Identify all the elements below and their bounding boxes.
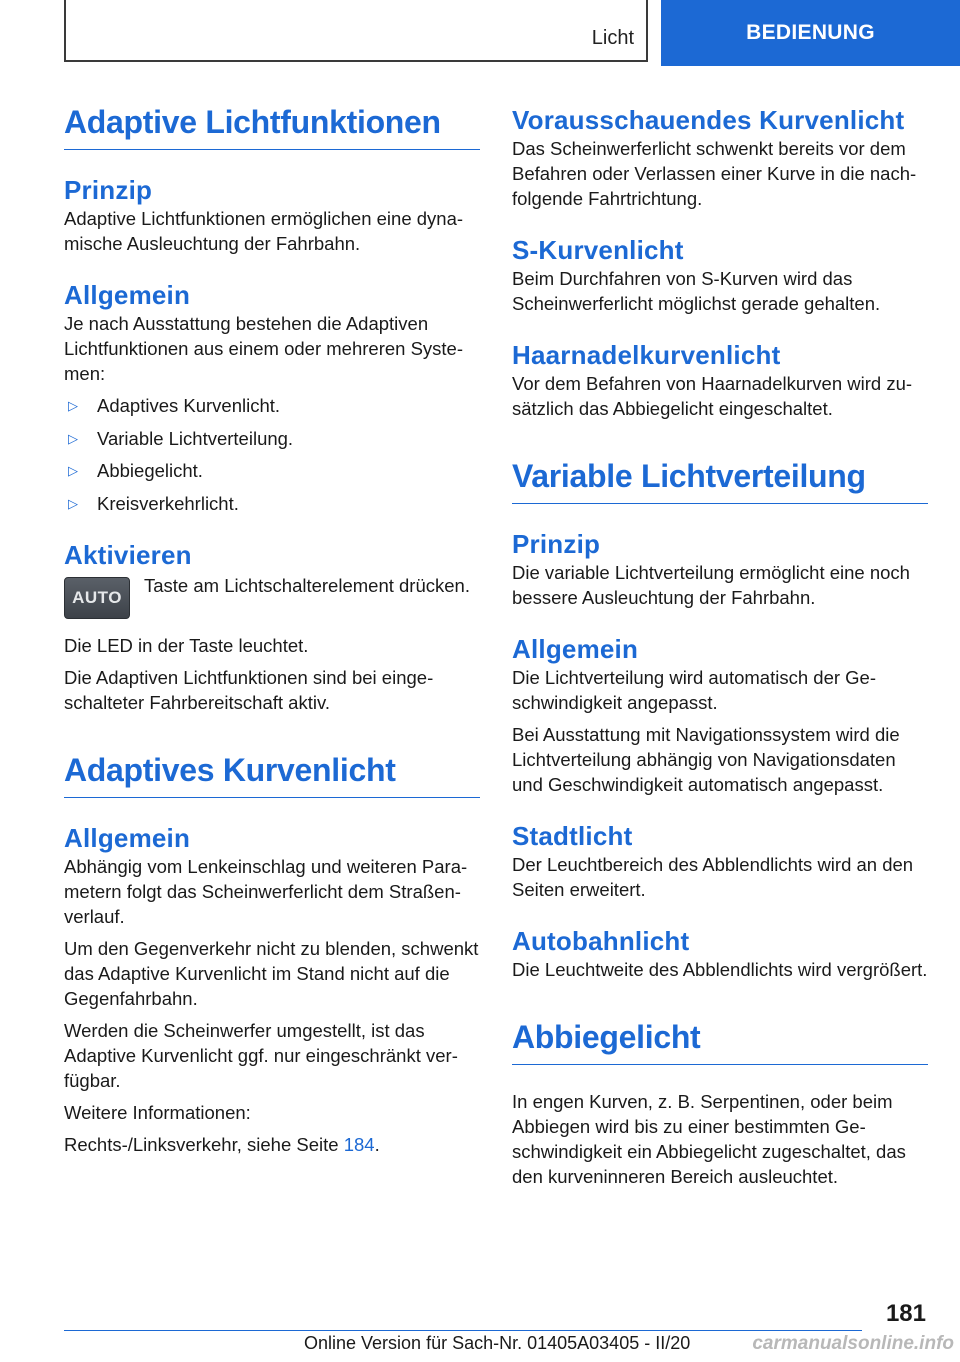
page-reference-link[interactable]: 184	[343, 1134, 375, 1155]
heading-adaptives-kurvenlicht: Adaptives Kurvenlicht	[64, 746, 480, 798]
heading-abbiegelicht: Abbiegelicht	[512, 1013, 928, 1065]
heading-prinzip-variable: Prinzip	[512, 529, 601, 559]
list-item: ▷ Kreisverkehrlicht.	[64, 491, 480, 516]
heading-haarnadelkurvenlicht: Haarnadelkurvenlicht	[512, 340, 781, 370]
heading-autobahnlicht: Autobahnlicht	[512, 926, 690, 956]
auto-button-icon: AUTO	[64, 577, 130, 619]
watermark-text: carmanualsonline.info	[752, 1333, 954, 1354]
heading-prinzip: Prinzip	[64, 175, 153, 205]
heading-adaptive-lichtfunktionen: Adaptive Lichtfunktionen	[64, 98, 480, 150]
list-item: ▷ Variable Lichtverteilung.	[64, 426, 480, 451]
heading-variable-lichtverteilung: Variable Lichtverteilung	[512, 452, 928, 504]
abbiegelicht-text: In engen Kurven, z. B. Serpentinen, oder beim Abbiegen wird bis zu einer bestimmten Geschwindigkeit ein Abbiegelicht zugeschaltet, das den kurveninneren Bereich ausleuchtet.	[512, 1091, 906, 1187]
heading-aktivieren: Aktivieren	[64, 540, 192, 570]
triangle-bullet-icon: ▷	[68, 495, 78, 511]
kurvenlicht-text-2: Um den Gegenverkehr nicht zu blenden, schwenkt das Adaptive Kurvenlicht im Stand nicht auf die Gegenfahrbahn.	[64, 938, 479, 1009]
heading-s-kurvenlicht: S-Kurvenlicht	[512, 235, 684, 265]
triangle-bullet-icon: ▷	[68, 463, 78, 478]
weitere-informationen: Weitere Informationen:	[64, 1102, 251, 1123]
prinzip-text: Adaptive Lichtfunktionen ermöglichen eine dynamische Ausleuchtung der Fahrbahn.	[64, 208, 464, 254]
triangle-bullet-icon: ▷	[68, 398, 78, 413]
kurvenlicht-text-3: Werden die Scheinwerfer umgestellt, ist das Adaptive Kurvenlicht ggf. nur eingeschränkt verfügbar.	[64, 1020, 458, 1091]
reference-line: Rechts-/Linksverkehr, siehe Seite 184.	[64, 1134, 380, 1155]
heading-vorausschauendes-kurvenlicht: Vorausschauendes Kurvenlicht	[512, 105, 905, 135]
aktivieren-row	[64, 573, 480, 619]
left-column	[64, 98, 480, 1164]
footer-online-version: Online Version für Sach-Nr. 01405A03405 - II/20	[304, 1333, 691, 1353]
stadtlicht-text: Der Leuchtbereich des Abblendlichts wird an den Seiten erweitert.	[512, 854, 914, 900]
header-chapter-box	[64, 0, 648, 62]
page-header	[0, 0, 960, 66]
heading-allgemein-variable: Allgemein	[512, 634, 639, 664]
header-section-tab[interactable]: BEDIENUNG	[661, 0, 960, 66]
heading-allgemein: Allgemein	[64, 280, 191, 310]
feature-list	[64, 393, 480, 516]
autobahnlicht-text: Die Leuchtweite des Abblendlichts wird vergrößert.	[512, 959, 928, 980]
header-chapter: Licht	[591, 27, 634, 49]
allgemein-text: Je nach Ausstattung bestehen die Adaptiven Lichtfunktionen aus einem oder mehreren Systemen:	[64, 313, 464, 384]
list-item: ▷ Abbiegelicht.	[64, 458, 480, 483]
right-column	[512, 98, 928, 1196]
led-text: Die LED in der Taste leuchtet.	[64, 635, 309, 656]
aktivieren-text: Taste am Lichtschalterelement drücken.	[144, 575, 470, 596]
triangle-bullet-icon: ▷	[68, 430, 78, 446]
haarnadel-text: Vor dem Befahren von Haarnadelkurven wird zusätzlich das Abbiegelicht eingeschaltet.	[512, 373, 913, 419]
voraus-text: Das Scheinwerferlicht schwenkt bereits vor dem Befahren oder Verlassen einer Kurve in die nachfolgende Fahrtrichtung.	[512, 138, 917, 209]
heading-stadtlicht: Stadtlicht	[512, 821, 633, 851]
footer-divider	[64, 1330, 862, 1331]
page-number: 181	[885, 1300, 926, 1327]
aktiv-text: Die Adaptiven Lichtfunktionen sind bei eingeschalteter Fahrbereitschaft aktiv.	[64, 667, 434, 713]
skurve-text: Beim Durchfahren von S-Kurven wird das Scheinwerferlicht möglichst gerade gehalten.	[512, 268, 881, 314]
variable-prinzip-text: Die variable Lichtverteilung ermöglicht eine noch bessere Ausleuchtung der Fahrbahn.	[512, 562, 910, 608]
variable-allgemein-text-1: Die Lichtverteilung wird automatisch der Geschwindigkeit angepasst.	[512, 667, 877, 713]
heading-allgemein-kurvenlicht: Allgemein	[64, 823, 191, 853]
kurvenlicht-text-1: Abhängig vom Lenkeinschlag und weiteren Parametern folgt das Scheinwerferlicht dem Straßenverlauf.	[64, 856, 468, 927]
list-item: ▷ Adaptives Kurvenlicht.	[64, 393, 480, 418]
variable-allgemein-text-2: Bei Ausstattung mit Navigationssystem wird die Lichtverteilung abhängig von Navigationsdaten und Geschwindigkeit automatisch angepasst.	[512, 724, 900, 795]
